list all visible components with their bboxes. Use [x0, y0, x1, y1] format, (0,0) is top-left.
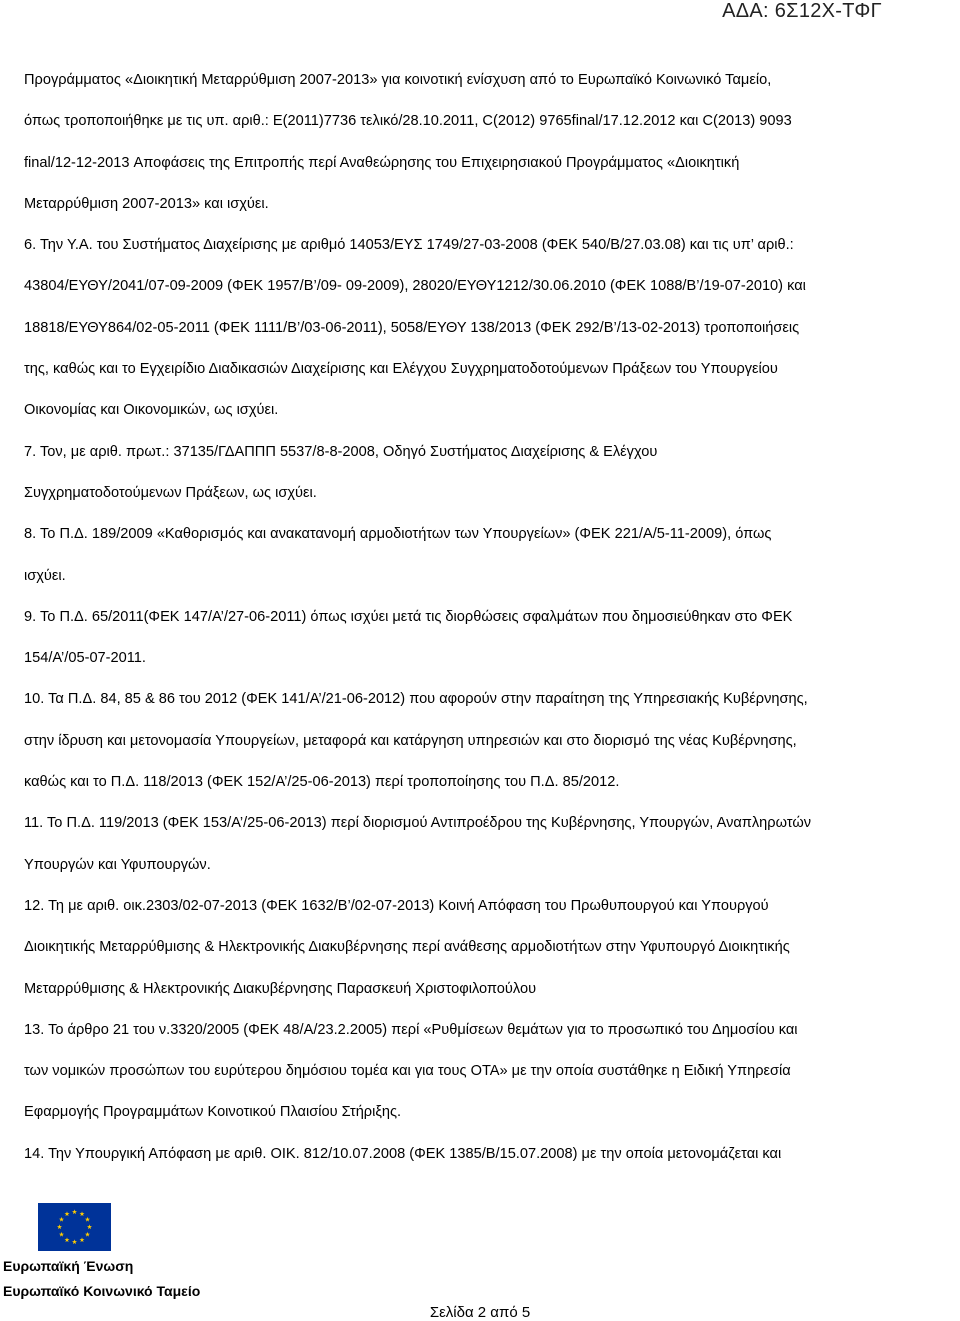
document-body: [24, 60, 959, 1175]
text-line: Μεταρρύθμισης & Ηλεκτρονικής Διακυβέρνησης Παρασκευή Χριστοφιλοπούλου: [24, 980, 537, 997]
text-line: 10. Τα Π.Δ. 84, 85 & 86 του 2012 (ΦΕΚ 141/Α’/21-06-2012) που αφορούν στην παραίτηση της Υπηρεσιακής Κυβέρνησης,: [24, 691, 808, 708]
flag-star: [59, 1232, 64, 1237]
page-number: Σελίδα 2 από 5: [429, 1304, 531, 1321]
text-line: 43804/ΕΥΘΥ/2041/07-09-2009 (ΦΕΚ 1957/Β’/09- 09-2009), 28020/ΕΥΘΥ1212/30.06.2010 (ΦΕΚ 1088/Β’/19-07-2010) και: [24, 278, 806, 295]
flag-star: [59, 1217, 64, 1222]
text-line: Συγχρηματοδοτούμενων Πράξεων, ως ισχύει.: [24, 484, 317, 501]
eu-label: Ευρωπαϊκή Ένωση: [3, 1258, 134, 1274]
text-line: final/12-12-2013 Αποφάσεις της Επιτροπής περί Αναθεώρησης του Επιχειρησιακού Προγράμματος «Διοικητική: [24, 154, 740, 171]
text-line: 7. Τον, με αριθ. πρωτ.: 37135/ΓΔΑΠΠΠ 5537/8-8-2008, Οδηγό Συστήματος Διαχείρισης & Ελέγχου: [24, 443, 658, 460]
text-line: Διοικητικής Μεταρρύθμισης & Ηλεκτρονικής Διακυβέρνησης περί ανάθεσης αρμοδιοτήτων στην Υφυπουργό Διοικητικής: [24, 939, 790, 956]
text-line: 14. Την Υπουργική Απόφαση με αριθ. ΟΙΚ. 812/10.07.2008 (ΦΕΚ 1385/Β/15.07.2008) με την οποία μετονομάζεται και: [24, 1145, 782, 1162]
flag-star: [72, 1209, 77, 1214]
flag-star: [65, 1211, 70, 1216]
text-line: 154/Α’/05-07-2011.: [24, 650, 146, 667]
text-line: ισχύει.: [24, 567, 66, 584]
flag-star: [85, 1217, 90, 1222]
text-line: 12. Τη με αριθ. οικ.2303/02-07-2013 (ΦΕΚ 1632/Β’/02-07-2013) Κοινή Απόφαση του Πρωθυπουργού και Υπουργού: [24, 897, 769, 914]
text-line: Υπουργών και Υφυπουργών.: [24, 856, 211, 873]
flag-star: [72, 1239, 77, 1244]
text-line: της, καθώς και το Εγχειρίδιο Διαδικασιών Διαχείρισης και Ελέγχου Συγχρηματοδοτούμενων Πράξεων του Υπουργείου: [24, 361, 778, 378]
flag-star: [65, 1237, 70, 1242]
text-line: 13. Το άρθρο 21 του ν.3320/2005 (ΦΕΚ 48/Α/23.2.2005) περί «Ρυθμίσεων θεμάτων για το προσωπικό του Δημοσίου και: [24, 1021, 798, 1038]
flag-star: [80, 1237, 85, 1242]
text-line: Οικονομίας και Οικονομικών, ως ισχύει.: [24, 402, 279, 419]
text-line: 6. Την Υ.Α. του Συστήματος Διαχείρισης με αριθμό 14053/ΕΥΣ 1749/27-03-2008 (ΦΕΚ 540/Β/27.03.08) και τις υπ’ αριθ.:: [24, 237, 794, 254]
text-line: των νομικών προσώπων του ευρύτερου δημόσιου τομέα και για τους ΟΤΑ» με την οποία συστάθηκε η Ειδική Υπηρεσία: [24, 1063, 791, 1080]
text-line: Εφαρμογής Προγραμμάτων Κοινοτικού Πλαισίου Στήριξης.: [24, 1104, 402, 1121]
text-line: Μεταρρύθμιση 2007-2013» και ισχύει.: [24, 195, 269, 212]
flag-star: [80, 1211, 85, 1216]
flag-star: [57, 1224, 62, 1229]
text-line: όπως τροποποιήθηκε με τις υπ. αριθ.: Ε(2011)7736 τελικό/28.10.2011, C(2012) 9765final/17.12.2012 και C(2013) 9093: [24, 113, 792, 130]
text-line: Προγράμματος «Διοικητική Μεταρρύθμιση 2007-2013» για κοινοτική ενίσχυση από το Ευρωπαϊκό Κοινωνικό Ταμείο,: [24, 72, 772, 88]
text-line: 11. Το Π.Δ. 119/2013 (ΦΕΚ 153/Α’/25-06-2013) περί διορισμού Αντιπροέδρου της Κυβέρνησης, Υπουργών, Αναπληρωτών: [24, 815, 812, 832]
ada-code: ΑΔΑ: 6Σ12Χ-ΤΦΓ: [722, 0, 882, 22]
esf-label: Ευρωπαϊκό Κοινωνικό Ταμείο: [3, 1283, 201, 1299]
text-line: στην ίδρυση και μετονομασία Υπουργείων, μεταφορά και κατάργηση υπηρεσιών και στο διορισμό της νέας Κυβέρνησης,: [24, 732, 797, 749]
flag-star: [87, 1224, 92, 1229]
text-line: καθώς και το Π.Δ. 118/2013 (ΦΕΚ 152/Α’/25-06-2013) περί τροποποίησης του Π.Δ. 85/2012.: [24, 774, 620, 791]
text-line: 18818/ΕΥΘΥ864/02-05-2011 (ΦΕΚ 1111/Β’/03-06-2011), 5058/ΕΥΘΥ 138/2013 (ΦΕΚ 292/Β’/13-02-2013) τροποποιήσεις: [24, 319, 800, 336]
text-line: 8. Το Π.Δ. 189/2009 «Καθορισμός και ανακατανομή αρμοδιοτήτων των Υπουργείων» (ΦΕΚ 221/Α/5-11-2009), όπως: [24, 526, 772, 543]
eu-flag-icon: [38, 1203, 111, 1251]
text-line: 9. Το Π.Δ. 65/2011(ΦΕΚ 147/Α’/27-06-2011) όπως ισχύει μετά τις διορθώσεις σφαλμάτων που δημοσιεύθηκαν στο ΦΕΚ: [24, 608, 793, 625]
flag-star: [85, 1232, 90, 1237]
